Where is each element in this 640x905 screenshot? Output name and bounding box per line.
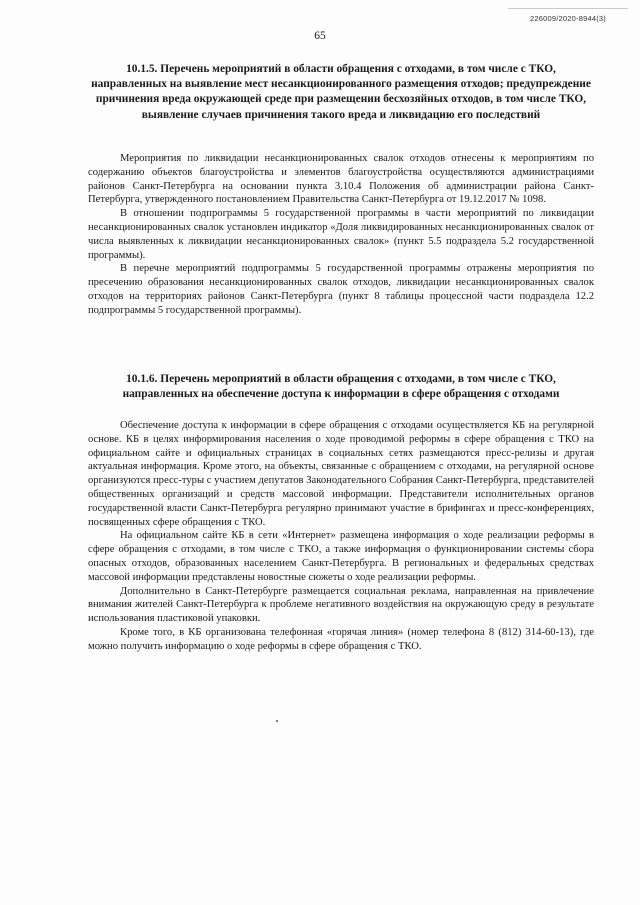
page-number: 65 <box>314 30 326 42</box>
paragraph: Обеспечение доступа к информации в сфере обращения с отходами осуществляется КБ на регулярной основе. КБ в целях информирования населения о ходе проводимой реформы в сфере обращения с ТКО на официальном сайте и официальных страницах в социальных сетях размещаются пресс-релизы и другая актуальная информация. Кроме этого, на объекты, связанные с обращением с отходами, на регулярной основе организуются пресс-туры с участием депутатов Законодательного Собрания Санкт-Петербурга, представителей общественных организаций и средств массовой информации. Представители исполнительных органов государственной власти Санкт-Петербурга регулярно принимают участие в брифингах и пресс-конференциях, посвященных сфере обращения с ТКО. <box>88 420 594 528</box>
section-heading: 10.1.6. Перечень мероприятий в области обращения с отходами, в том числе с ТКО, направленных на обеспечение доступа к информации в сфере обращения с отходами <box>122 373 560 401</box>
paragraph: Кроме того, в КБ организована телефонная «горячая линия» (номер телефона 8 (812) 314-60-13), где можно получить информацию о ходе реформы в сфере обращения с ТКО. <box>88 626 594 652</box>
section-heading: 10.1.5. Перечень мероприятий в области обращения с отходами, в том числе с ТКО, направленных на выявление мест несанкционированного размещения отходов; предупреждение причинения вреда окружающей среде при размещении бесхозяйных отходов, в том числе ТКО, выявление случаев причинения такого вреда и ликвидацию его последствий <box>91 63 591 121</box>
document-code: 226009/2020-8944(3) <box>530 14 606 23</box>
section-10-1-5-body <box>88 152 594 318</box>
section-10-1-6 <box>88 372 594 402</box>
paragraph: На официальном сайте КБ в сети «Интернет» размещена информация о ходе реализации реформы в сфере обращения с отходами, в том числе с ТКО, а также информация о функционировании системы сбора опасных отходов, образованных населением Санкт-Петербурга. В региональных и федеральных средствах массовой информации представлены новостные сюжеты о ходе реализации реформы. <box>88 530 594 583</box>
section-10-1-5 <box>88 62 594 123</box>
section-10-1-6-body <box>88 419 594 654</box>
scan-dot <box>276 720 278 722</box>
scan-edge-line <box>508 8 628 9</box>
paragraph: Дополнительно в Санкт-Петербурге размещается социальная реклама, направленная на привлечение внимания жителей Санкт-Петербурга к проблеме негативного воздействия на окружающую среду в результате использования пластиковой упаковки. <box>88 585 594 625</box>
paragraph: Мероприятия по ликвидации несанкционированных свалок отходов отнесены к мероприятиям по содержанию объектов благоустройства и элементов благоустройства осуществляются администрациями районов Санкт-Петербурга на основании пункта 3.10.4 Положения об администрации района Санкт-Петербурга, утвержденного постановлением Правительства Санкт-Петербурга от 19.12.2017 № 1098. <box>88 153 594 206</box>
paragraph: В отношении подпрограммы 5 государственной программы в части мероприятий по ликвидации несанкционированных свалок установлен индикатор «Доля ликвидированных несанкционированных свалок от числа выявленных к ликвидации несанкционированных свалок» (пункт 5.5 подраздела 5.2 государственной программы). <box>88 208 594 261</box>
paragraph: В перечне мероприятий подпрограммы 5 государственной программы отражены мероприятия по пресечению образования несанкционированных свалок отходов, ликвидации несанкционированных свалок отходов на территориях районов Санкт-Петербурга (пункт 8 таблицы процессной части подраздела 12.2 подпрограммы 5 государственной программы). <box>88 263 594 316</box>
